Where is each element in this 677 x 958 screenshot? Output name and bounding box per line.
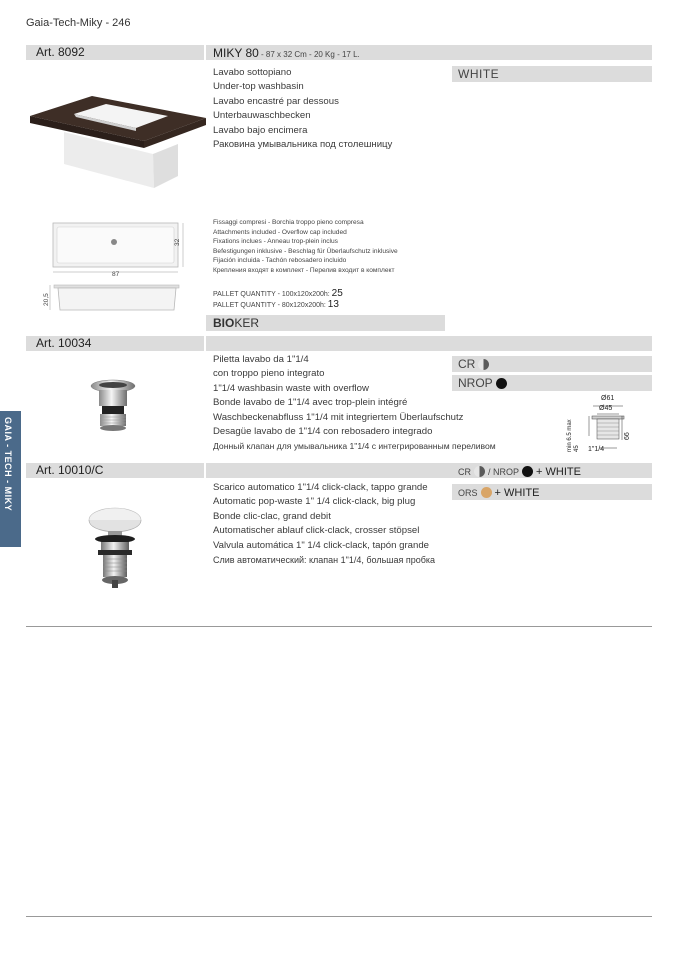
finish-bar-white	[452, 66, 652, 82]
dim-total-height: 66	[624, 432, 631, 440]
pallet-value: 13	[327, 299, 339, 310]
gold-swatch-icon	[481, 487, 492, 498]
fitting-line: Fissaggi compresi - Borchia troppo pieno compresa	[213, 219, 364, 226]
dim-height: 20,5	[43, 293, 50, 306]
desc-line: Lavabo bajo encimera	[213, 124, 308, 136]
article-bar-10010c	[26, 463, 204, 478]
fitting-line: Befestigungen inklusive - Beschlag für Überlaufschutz inklusive	[213, 247, 398, 255]
article-number: Art. 10010/C	[36, 463, 104, 477]
side-view-drawing	[40, 284, 185, 314]
finish-white: + WHITE	[536, 466, 581, 478]
material-bar	[206, 315, 445, 331]
top-view-drawing	[50, 222, 195, 280]
desc-line: Desagüe lavabo de 1"1/4 con rebosadero integrado	[213, 426, 433, 438]
dim-thread: 1"1/4	[588, 446, 605, 453]
material-bold: BIO	[213, 316, 235, 330]
fitting-line: Fijación incluida - Tachón rebosadero incluido	[213, 257, 347, 265]
desc-line: Valvula automática 1" 1/4 click-clack, tapón grande	[213, 539, 430, 551]
section-divider	[26, 626, 652, 627]
finish-white: WHITE	[458, 67, 500, 81]
model-specs: - 87 x 32 Cm - 20 Kg - 17 L.	[258, 50, 360, 59]
footer-divider	[26, 916, 652, 917]
pallet-quantity-2	[213, 299, 339, 311]
section-side-tab	[0, 411, 21, 547]
desc-line: Lavabo encastré par dessous	[213, 95, 339, 107]
finish-ors: ORS	[458, 488, 478, 498]
washbasin-photo	[28, 92, 206, 200]
finish-cr: CR	[458, 467, 471, 477]
desc-line: Waschbeckenabfluss 1"1/4 mit integriertem Überlaufschutz	[213, 411, 464, 423]
desc-line: Unterbauwaschbecken	[213, 110, 311, 122]
finish-nrop: NROP	[458, 376, 493, 390]
finish-cr: CR	[458, 357, 476, 371]
desc-line: Раковина умывальника под столешницу	[213, 139, 393, 151]
material-rest: KER	[234, 316, 260, 330]
black-swatch-icon	[496, 378, 507, 389]
finish-nrop: / NROP	[488, 467, 520, 477]
finish-white: + WHITE	[494, 487, 540, 499]
desc-line: Lavabo sottopiano	[213, 67, 292, 78]
article-bar-10034	[26, 336, 204, 351]
model-bar	[206, 45, 652, 60]
desc-line: Scarico automatico 1"1/4 click-clack, tappo grande	[213, 482, 428, 493]
desc-line: Automatischer ablauf click-clack, crosser stöpsel	[213, 525, 420, 537]
dim-thickness-range: min 6.5 max 45	[567, 419, 580, 452]
desc-line: Донный клапан для умывальника 1"1/4 с интегрированным переливом	[213, 441, 496, 452]
desc-line: Piletta lavabo da 1"1/4	[213, 354, 309, 365]
pallet-label: PALLET QUANTITY - 80x120x200h:	[213, 302, 328, 309]
article-number: Art. 10034	[36, 336, 92, 350]
dim-outer-diameter: Ø61	[601, 395, 615, 402]
page-header: Gaia-Tech-Miky - 246	[26, 17, 131, 29]
finish-bar-cr	[452, 356, 652, 372]
desc-line: Слив автоматический: клапан 1"1/4, большая пробка	[213, 555, 436, 566]
fitting-line: Крепления входят в комплект - Перелив входит в комплект	[213, 266, 395, 274]
pallet-value: 25	[331, 288, 343, 299]
section-side-tab-label: GAIA - TECH - MIKY	[3, 417, 13, 512]
dim-inner-diameter: Ø45	[599, 405, 613, 412]
article-bar-extension	[206, 463, 652, 478]
fitting-line: Fixations inclues - Anneau trop-plein inclus	[213, 238, 338, 246]
dim-width: 87	[112, 271, 120, 278]
dim-depth: 32	[174, 238, 181, 246]
desc-line: Automatic pop-waste 1" 1/4 click-clack, big plug	[213, 496, 416, 508]
desc-line: con troppo pieno integrato	[213, 368, 325, 380]
black-swatch-icon	[522, 466, 533, 477]
desc-line: 1"1/4 washbasin waste with overflow	[213, 382, 369, 394]
description-list-10010c	[213, 481, 448, 567]
waste-photo	[88, 378, 138, 436]
article-bar-extension	[206, 336, 652, 351]
fitting-line: Attachments included - Overflow cap included	[213, 228, 347, 236]
pallet-label: PALLET QUANTITY - 100x120x200h:	[213, 291, 332, 298]
desc-line: Bonde lavabo de 1"1/4 avec trop-plein intégré	[213, 397, 408, 409]
article-number: Art. 8092	[36, 45, 85, 59]
finish-row-cr-nrop-white	[458, 463, 581, 480]
finish-bar-ors	[452, 484, 652, 500]
chrome-swatch-icon	[474, 466, 485, 477]
chrome-swatch-icon	[478, 359, 489, 370]
desc-line: Bonde clic-clac, grand debit	[213, 510, 331, 522]
finish-bar-nrop	[452, 375, 652, 391]
description-list-8092	[213, 66, 448, 152]
desc-line: Under-top washbasin	[213, 81, 304, 93]
fittings-list	[213, 218, 448, 276]
model-name: MIKY 80	[213, 46, 259, 60]
popwaste-photo	[86, 506, 144, 592]
article-bar-8092	[26, 45, 204, 60]
